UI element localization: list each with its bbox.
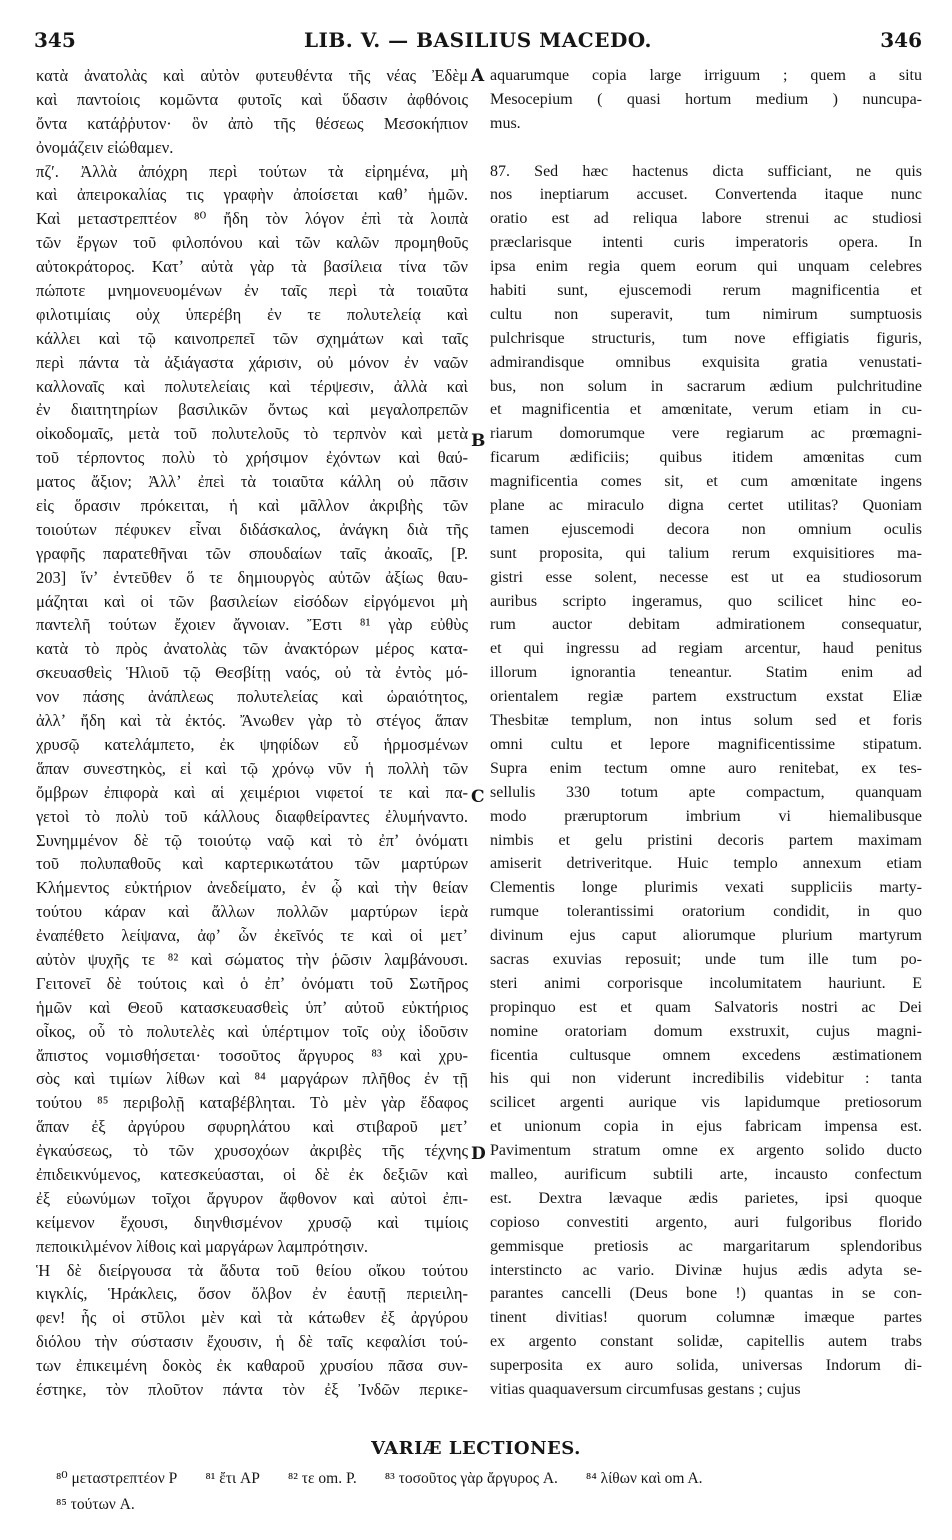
text-line: Ἡ δὲ διείργουσα τὰ ἄδυτα τοῦ θείου οἴκου τούτου bbox=[36, 1260, 468, 1280]
text-line: auribus scripto ingeramus, quo scilicet hinc eo- bbox=[490, 592, 922, 610]
text-line: μάζηται καὶ οἱ τῶν βασιλείων εἰσόδων εἰργόμενοι μὴ bbox=[36, 591, 468, 611]
margin-marker-a: A bbox=[471, 66, 485, 86]
text-line: tinent divitias! quorum columnæ imæque partes bbox=[490, 1309, 922, 1327]
text-line: malleo, aurificum subtili arte, incausto confectum bbox=[490, 1165, 922, 1183]
variant-reading: ⁸³ τοσοῦτος γὰρ ἄργυρος A. bbox=[384, 1470, 558, 1487]
text-line: illorum ignorantia teneantur. Statim enim ad bbox=[490, 664, 922, 682]
text-line: nos ineptiarum accuset. Convertenda itaque nunc bbox=[490, 186, 922, 204]
text-line: et magnificentia et amœnitate, verum etiam in cu- bbox=[490, 401, 922, 419]
text-line: plane ac miraculo digna certet utilitas? Quoniam bbox=[490, 497, 922, 515]
text-line: πζʹ. Ἀλλὰ ἀπόχρη περὶ τούτων τὰ εἰρημένα, μὴ bbox=[36, 161, 468, 181]
text-line: γετοὶ τὸ πολὺ τοῦ κάλλους διαφθείραντες ἐλυμήναντο. bbox=[36, 806, 468, 826]
text-line: sunt proposita, qui talium rerum exquisitiores ma- bbox=[490, 544, 922, 562]
page-number-left: 345 bbox=[34, 28, 76, 52]
text-line: σκευασθεὶς Ἡλιοῦ τῷ Θεσβίτῃ ναός, οὐ τὰ ἐντὸς μό- bbox=[36, 663, 468, 683]
text-line: amiserit detriveritque. Huic templo annexum etiam bbox=[490, 855, 922, 873]
text-line: omni cultu et lepore magnificentissime stipatum. bbox=[490, 735, 922, 753]
text-line: magnificentia comes sit, et cum amœnitate ingens bbox=[490, 473, 922, 491]
text-line: κατὰ τὸ πρὸς ἀνατολὰς τῶν ἀνακτόρων μέρος κατα- bbox=[36, 639, 468, 659]
margin-marker-b: B bbox=[471, 431, 486, 451]
text-line: Καὶ μεταστρεπτέον ⁸⁰ ἤδη τὸν λόγον ἐπὶ τὰ λοιπὰ bbox=[36, 209, 468, 229]
text-line: ὄντα κατάῤῥυτον· ὃν ἀπὸ τῆς θέσεως Μεσοκήπιον bbox=[36, 113, 468, 133]
text-line: tamen ejuscemodi decora non omnium oculis bbox=[490, 520, 922, 538]
page-number-right: 346 bbox=[880, 28, 922, 52]
text-line: τοῦ τέρποντος πολὺ τὸ χρήσιμον ἐχόντων καὶ θαύ- bbox=[36, 448, 468, 468]
text-line: steri animi corporisque incolumitatem hauriunt. E bbox=[490, 974, 922, 992]
text-line: mus. bbox=[490, 114, 521, 132]
text-line: gemmisque pretiosis ac margaritarum splendoribus bbox=[490, 1237, 922, 1255]
running-header bbox=[34, 28, 922, 60]
text-line: οἰκοδομαῖς, μετὰ τοῦ πολυτελοῦς τὸ τερπνὸν καὶ μετὰ bbox=[36, 424, 468, 444]
text-line: έστηκε, τὸν πλοῦτον πάντα τὸν ἐξ Ἰνδῶν περικε- bbox=[36, 1379, 468, 1399]
text-line: ἐναπέθετο λείψανα, ἀφʼ ὧν ἐκεῖνός τε καὶ οἱ μετʼ bbox=[36, 926, 468, 946]
text-line: τούτου κάραν καὶ ἄλλων πολλῶν μαρτύρων ἱερὰ bbox=[36, 902, 468, 922]
text-line: ὄμβρων ἐπιφορὰ καὶ αἱ χειμέριοι νιφετοί τε καὶ πα- bbox=[36, 782, 468, 802]
text-line: τοιούτων πέφυκεν εἶναι διδάσκαλος, ἀνάγκη διὰ τῆς bbox=[36, 519, 468, 539]
text-line: copioso convestiti argento, auri fulgoribus florido bbox=[490, 1213, 922, 1231]
running-title: LIB. V. — BASILIUS MACEDO. bbox=[303, 28, 653, 52]
text-line: κιγκλίς, Ἡράκλεις, ὅσον ὄλβον ἐν ἑαυτῇ περιειλη- bbox=[36, 1284, 468, 1304]
text-line: superposita ex auro solida, universas Indorum di- bbox=[490, 1357, 922, 1375]
text-line: Κλήμεντος εὐκτήριον ἀνεδείματο, ἐν ᾧ καὶ τὴν θείαν bbox=[36, 878, 468, 898]
text-line: ματος ἄξιον; Ἀλλʼ ἐπεὶ τὰ τοιαῦτα κάλλη οὐ πᾶσιν bbox=[36, 472, 468, 492]
text-line: 87. Sed hæc hactenus dicta sufficiant, ne quis bbox=[490, 162, 922, 180]
text-line: ἐπιδεικνύμενος, κατεσκεύασται, οἱ δὲ ἐκ δεξιῶν καὶ bbox=[36, 1164, 468, 1184]
text-line: ἅπαν συνεστηκὸς, εἰ καὶ τῷ χρόνῳ νῦν ἡ πολλὴ τῶν bbox=[36, 758, 468, 778]
text-line: ἅπαν ἐξ ἀργύρου σφυρηλάτου καὶ στιβαροῦ μετʼ bbox=[36, 1117, 468, 1137]
text-line: ἐγκαύσεως, τὸ τῶν χρυσοχόων ἀκριβὲς τῆς τέχνης bbox=[36, 1141, 468, 1161]
text-line: πεποικιλμένον λίθοις καὶ μαργάρων λαμπρότησιν. bbox=[36, 1236, 368, 1256]
text-line: pulchrisque structuris, tum nove effigiatis figuris, bbox=[490, 329, 922, 347]
text-line: ἐξ εὐωνύμων τοῖχοι ἄργυρον ἄφθονον καὶ αὐτοὶ ἐπι- bbox=[36, 1188, 468, 1208]
text-line: nimbis et gelu pristini decoris partem maximam bbox=[490, 831, 922, 849]
variant-reading: ⁸⁰ μεταστρεπτέον P bbox=[56, 1470, 178, 1487]
text-line: propinquo est et quam Salvatoris nostri ac Dei bbox=[490, 998, 922, 1016]
text-line: σὸς καὶ τιμίων λίθων καὶ ⁸⁴ μαργάρων πλῆθος ἐν τῇ bbox=[36, 1069, 468, 1089]
variant-reading: ⁸⁵ τούτων A. bbox=[56, 1496, 135, 1513]
variant-readings-row-2 bbox=[56, 1492, 922, 1518]
text-line: ipsa enim regia quem eorum qui unquam celebres bbox=[490, 258, 922, 276]
variant-reading: ⁸⁴ λίθων καὶ om A. bbox=[585, 1470, 703, 1487]
text-line: καὶ παντοίοις κομῶντα φυτοῖς καὶ ὕδασιν ἀφθόνοις bbox=[36, 89, 468, 109]
text-line: κείμενον ἔχουσι, διηνθισμένον χρυσῷ καὶ τιμίοις bbox=[36, 1212, 468, 1232]
text-line: aquarumque copia large irriguum ; quem a situ bbox=[490, 67, 922, 84]
text-line: Thesbitæ templum, non intus solum sed et foris bbox=[490, 712, 922, 730]
text-line: rum auctor debitam admirationem consequatur, bbox=[490, 616, 922, 634]
text-line: bus, non solum in sacrarum ædium pulchritudine bbox=[490, 377, 922, 395]
text-line: interstincto ac vario. Divinæ hujus ædis adyta se- bbox=[490, 1261, 922, 1279]
text-line: τῶν ἔργων τοῦ φιλοπόνου καὶ τῶν καλῶν προμηθοῦς bbox=[36, 233, 468, 253]
text-line: Clementis longe plurimis vexati suppliciis marty- bbox=[490, 879, 922, 897]
text-line: riarum domorumque vere regiarum ac prœmagni- bbox=[490, 425, 922, 443]
text-line: κάλλει καὶ τῷ καινοπρεπεῖ τῶν σχημάτων καὶ ταῖς bbox=[36, 328, 468, 348]
text-line: ἄπιστος νομισθήσεται· τοσοῦτος ἄργυρος ⁸³ καὶ χρυ- bbox=[36, 1045, 468, 1065]
text-line: habiti sunt, ejuscemodi rerum magnificentia et bbox=[490, 282, 922, 300]
text-line: admirandisque omnibus exquisita gratia venustati- bbox=[490, 353, 922, 371]
text-line: τοῦ πολυπαθοῦς καὶ καρτερικωτάτου τῶν μαρτύρων bbox=[36, 854, 468, 874]
text-line: ἡμῶν καὶ Θεοῦ κατασκευασθεὶς ὑπʼ αὐτοῦ εὐκτήριος bbox=[36, 997, 468, 1017]
variant-reading: ⁸¹ ἔτι AP bbox=[205, 1470, 260, 1487]
text-line: scilicet argenti aurique vis lapidumque pretiosorum bbox=[490, 1094, 922, 1112]
paragraph-gap bbox=[490, 136, 922, 160]
text-line: parantes cancelli (Deus bone !) quantas in se con- bbox=[490, 1285, 922, 1303]
text-line: orientalem regiæ partem exstructum exstat Eliæ bbox=[490, 688, 922, 706]
text-line: ficentia cultusque omnem excedens æstimationem bbox=[490, 1046, 922, 1064]
margin-marker-c: C bbox=[471, 787, 485, 807]
text-line: Supra enim tectum omne auro renitebat, ex tes- bbox=[490, 759, 922, 777]
greek-column bbox=[36, 64, 468, 1402]
text-line: τούτου ⁸⁵ περιβολῇ καταβέβληται. Τὸ μὲν γὰρ ἔδαφος bbox=[36, 1093, 468, 1113]
text-line: modo præruptorum imbrium vi hiemalibusque bbox=[490, 807, 922, 825]
text-line: ἀλλʼ ἤδη καὶ τὰ ἐκτός. Ἄνωθεν γὰρ τὸ στέγος ἅπαν bbox=[36, 711, 468, 731]
text-line: et unionum copia in ejus fabricam impensa est. bbox=[490, 1118, 922, 1136]
margin-marker-d: D bbox=[471, 1144, 486, 1164]
text-line: Mesocepium ( quasi hortum medium ) nuncupa- bbox=[490, 90, 922, 108]
text-line: his qui non viderunt incredibilis videbitur : tanta bbox=[490, 1070, 922, 1088]
text-line: ficarum ædificiis; quibus itidem amœnitas cum bbox=[490, 449, 922, 467]
text-line: oratio est ad reliqua labore strenui ac studiosi bbox=[490, 210, 922, 228]
text-line: divinum ejus caput aliorumque plurium martyrum bbox=[490, 927, 922, 945]
text-line: εἰς ὅρασιν πρόκειται, ἡ καὶ μᾶλλον ἀκριβὴς τῶν bbox=[36, 496, 468, 516]
text-line: γραφῆς παρατεθῆναι τῶν σπουδαίων ταῖς ἀκοαῖς, [P. bbox=[36, 543, 468, 563]
text-line: sacras exuvias reposuit; unde tum ille tum po- bbox=[490, 950, 922, 968]
text-line: 203] ἵνʼ ἐντεῦθεν ὅ τε δημιουργὸς αὐτῶν ἀξίως θαυ- bbox=[36, 567, 468, 587]
text-line: παντελῆ τούτων ἔχοιεν ἄγνοιαν. Ἔστι ⁸¹ γὰρ εὐθὺς bbox=[36, 615, 468, 635]
text-line: sellulis 330 totum apte compactum, quanquam bbox=[490, 783, 922, 801]
text-line: διόλου τὴν σύστασιν ἔχουσιν, ἡ δὲ ταῖς κεφαλίσι τού- bbox=[36, 1332, 468, 1352]
text-line: nomine oratoriam domum exstruxit, cujus magni- bbox=[490, 1022, 922, 1040]
text-line: καλλοναῖς καὶ πολυτελείαις καὶ τέρψεσιν, ἀλλὰ καὶ bbox=[36, 376, 468, 396]
variant-reading: ⁸² τε om. P. bbox=[287, 1470, 357, 1487]
text-line: est. Dextra lævaque ædis parietes, ipsi quoque bbox=[490, 1189, 922, 1207]
text-line: χρυσῷ κατελάμπετο, ἐκ ψηφίδων εὖ ἡρμοσμένων bbox=[36, 734, 468, 754]
text-line: ex argento constant solidæ, capitellis autem trabs bbox=[490, 1333, 922, 1351]
text-line: gistri esse solent, necesse est ut ea studiosorum bbox=[490, 568, 922, 586]
text-line: rumque tolerantissimi oratorium condidit, in quo bbox=[490, 903, 922, 921]
text-line: Pavimentum stratum omne ex argento solido ducto bbox=[490, 1142, 922, 1160]
text-line: ὀνομάζειν εἰώθαμεν. bbox=[36, 137, 174, 157]
text-line: οἶκος, οὗ τὸ πολυτελὲς καὶ ὑπέρτιμον τοῖς οὐχ ἰδοῦσιν bbox=[36, 1021, 468, 1041]
text-line: φιλοτιμίαις οὐχ ὑπερέβη ἐν τε πολυτελείᾳ καὶ bbox=[36, 304, 468, 324]
text-line: νον πάσης ἀνάπλεως πολυτελείας καὶ ὡραιότητος, bbox=[36, 687, 468, 707]
variae-lectiones-title: VARIÆ LECTIONES. bbox=[371, 1438, 581, 1459]
text-line: Γειτονεῖ δὲ τούτοις καὶ ὁ ἐπʼ ὀνόματι τοῦ Σωτῆρος bbox=[36, 973, 468, 993]
text-line: πώποτε μνημονευομένων ἐν ταῖς περὶ τὰ τοιαῦτα bbox=[36, 281, 468, 301]
text-line: των ἐπικειμένη δοκὸς ἐκ καθαροῦ χρυσίου πᾶσα συν- bbox=[36, 1356, 468, 1376]
text-line: ἐν διαιτητηρίων βασιλικῶν ὄντως καὶ μεγαλοπρεπῶν bbox=[36, 400, 468, 420]
text-line: κατὰ ἀνατολὰς καὶ αὐτὸν φυτευθέντα τῆς νέας Ἐδὲμ bbox=[36, 66, 468, 85]
text-line: Συνημμένον δὲ τῷ τοιούτῳ ναῷ καὶ τὸ ἐπʼ ὀνόματι bbox=[36, 830, 468, 850]
text-line: vitias quaquaversum circumfusas gestans ; cujus bbox=[490, 1380, 801, 1398]
text-line: et qui ingressu ad regiam arcentur, haud penitus bbox=[490, 640, 922, 658]
latin-column bbox=[490, 64, 922, 1402]
text-line: præclarisque intenti curis imperatoris opera. In bbox=[490, 234, 922, 252]
variant-readings-row-1 bbox=[56, 1466, 922, 1492]
text-line: φεν! ἧς οἱ στῦλοι μὲν καὶ τὰ κάτωθεν ἐξ ἀργύρου bbox=[36, 1308, 468, 1328]
text-line: αὐτοκράτορος. Κατʼ αὐτὰ γὰρ τὰ βασίλεια τίνα τῶν bbox=[36, 257, 468, 277]
text-line: cultu non superavit, tum nimirum sumptuosis bbox=[490, 305, 922, 323]
text-line: περὶ πάντα τὰ ἀξιάγαστα χάρισιν, οὐ μόνον ἐν ναῶν bbox=[36, 352, 468, 372]
text-line: αὐτὸν ψυχῆς τε ⁸² καὶ σώματος τὴν ῥῶσιν λαμβάνουσι. bbox=[36, 949, 468, 969]
text-line: καὶ ἀπειροκαλίας τις γραφὴν ἀποίσεται καθʼ ἡμῶν. bbox=[36, 185, 468, 205]
